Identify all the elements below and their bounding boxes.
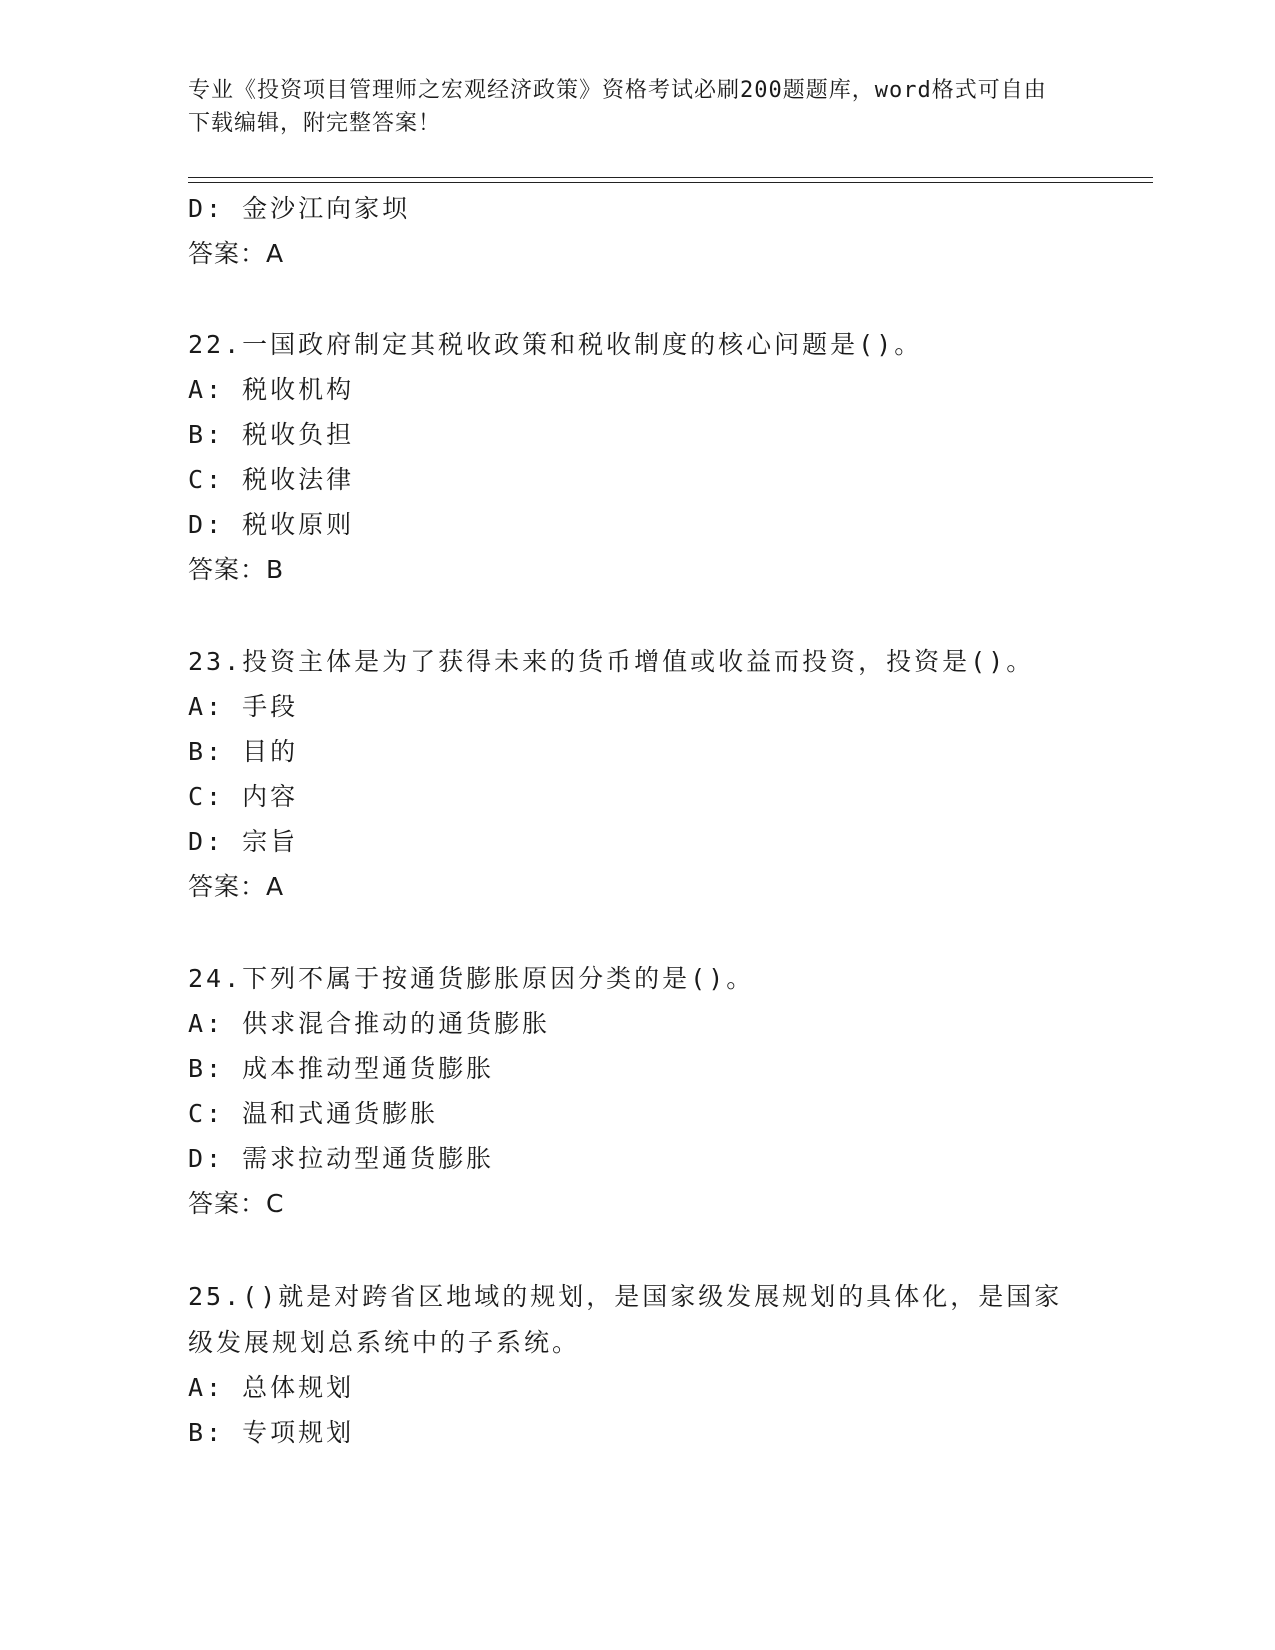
q22-option-d: D: 税收原则 — [188, 510, 355, 539]
prev-option-d: D: 金沙江向家坝 — [188, 194, 411, 223]
header-divider-bottom — [188, 182, 1153, 183]
q22-option-a: A: 税收机构 — [188, 375, 355, 404]
q23-option-d: D: 宗旨 — [188, 827, 299, 856]
q25-option-b: B: 专项规划 — [188, 1418, 355, 1447]
document-header: 专业《投资项目管理师之宏观经济政策》资格考试必刷200题题库，word格式可自由下载编辑，附完整答案！ — [188, 78, 1047, 136]
q22-option-c: C: 税收法律 — [188, 465, 355, 494]
q23-question: 23.投资主体是为了获得未来的货币增值或收益而投资，投资是()。 — [188, 647, 1035, 676]
q23-answer: 答案：A — [188, 872, 285, 901]
q23-option-b: B: 目的 — [188, 737, 299, 766]
header-divider-top — [188, 177, 1153, 178]
q22-question: 22.一国政府制定其税收政策和税收制度的核心问题是()。 — [188, 330, 923, 359]
q24-option-c: C: 温和式通货膨胀 — [188, 1099, 439, 1128]
q22-option-b: B: 税收负担 — [188, 420, 355, 449]
q24-option-a: A: 供求混合推动的通货膨胀 — [188, 1009, 551, 1038]
q23-option-a: A: 手段 — [188, 692, 299, 721]
q22-answer: 答案：B — [188, 555, 285, 584]
q24-answer: 答案：C — [188, 1189, 285, 1218]
q24-option-d: D: 需求拉动型通货膨胀 — [188, 1144, 495, 1173]
prev-answer: 答案：A — [188, 239, 285, 268]
q24-question: 24.下列不属于按通货膨胀原因分类的是()。 — [188, 964, 755, 993]
q25-question: 25.()就是对跨省区地域的规划，是国家级发展规划的具体化，是国家级发展规划总系统中的子系统。 — [188, 1282, 1063, 1357]
q24-option-b: B: 成本推动型通货膨胀 — [188, 1054, 495, 1083]
q23-option-c: C: 内容 — [188, 782, 299, 811]
q25-option-a: A: 总体规划 — [188, 1373, 355, 1402]
